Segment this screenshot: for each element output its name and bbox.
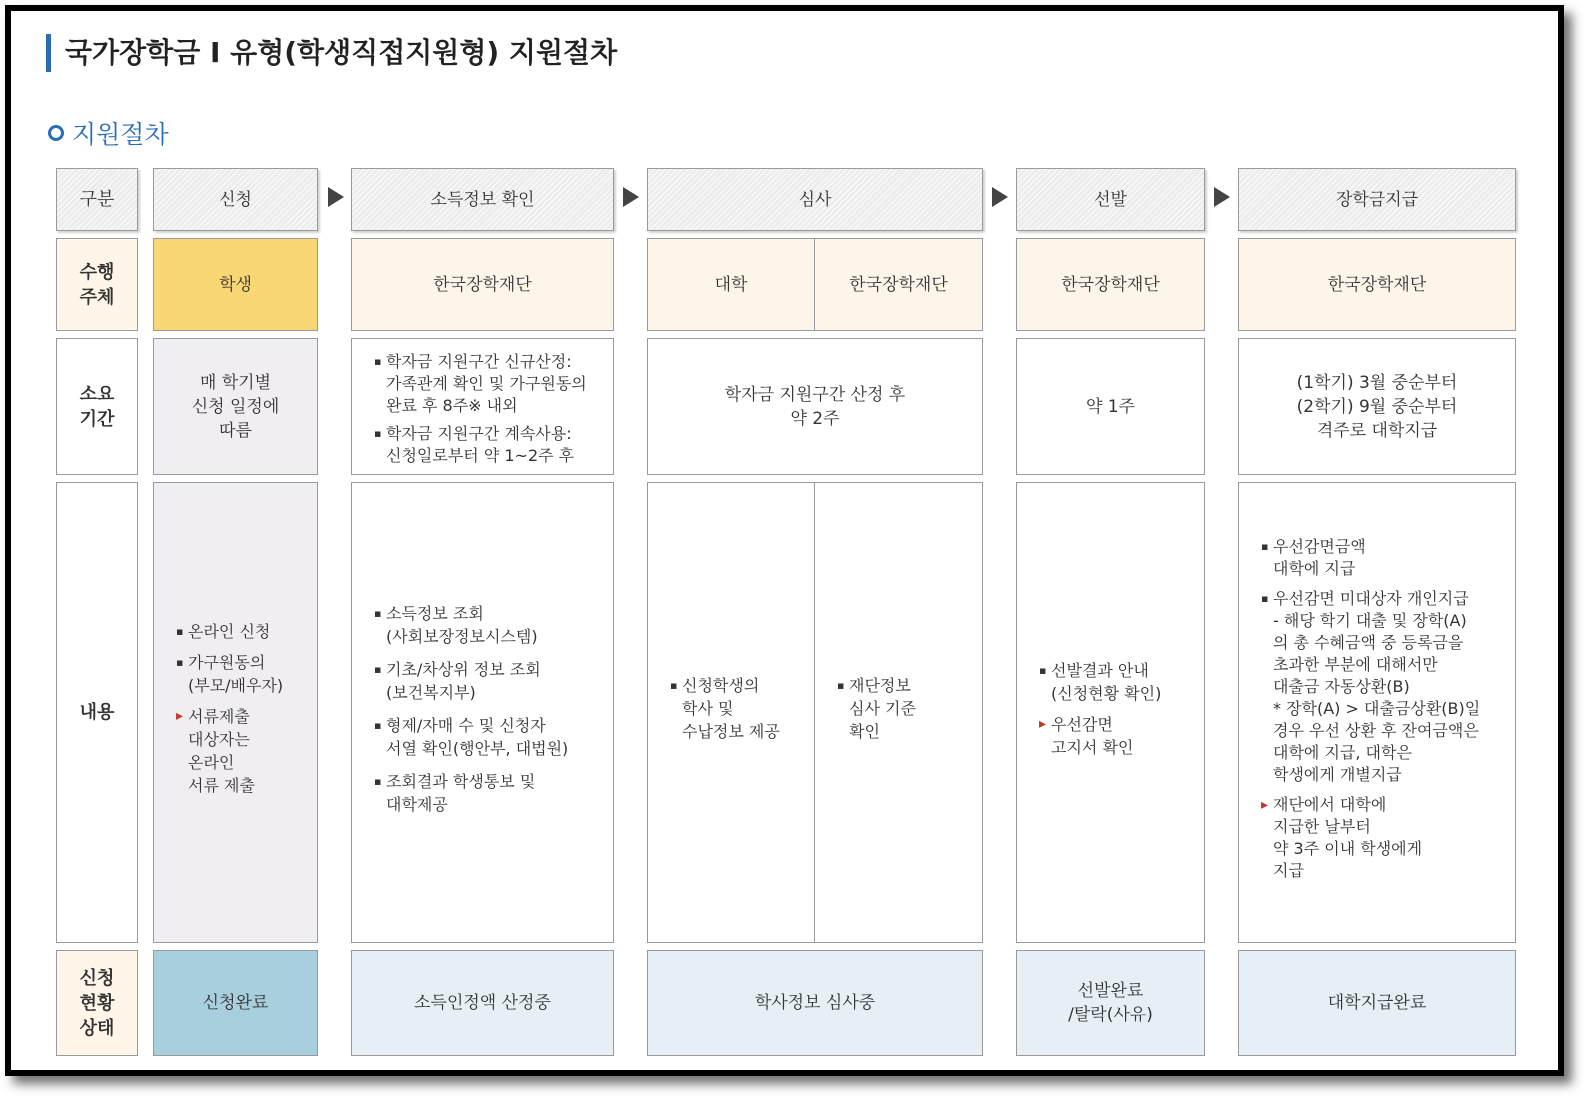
list-item: ▪ 조회결과 학생통보 및 대학제공 xyxy=(374,770,568,816)
circle-bullet-icon xyxy=(48,125,64,141)
content-review-univ-list xyxy=(670,674,780,751)
duration-income-list xyxy=(374,351,587,467)
list-item: ▪ 신청학생의 학사 및 수납정보 제공 xyxy=(670,674,780,743)
status-payment: 대학지급완료 xyxy=(1238,950,1516,1056)
status-apply: 신청완료 xyxy=(153,950,318,1056)
list-item: ▪ 형제/자매 수 및 신청자 서열 확인(행안부, 대법원) xyxy=(374,714,568,760)
content-payment xyxy=(1238,482,1516,943)
row-header-duration: 소요 기간 xyxy=(56,338,138,475)
actor-review-univ: 대학 xyxy=(647,238,815,331)
actor-review-foundation: 한국장학재단 xyxy=(814,238,983,331)
list-item: ▸ 우선감면 고지서 확인 xyxy=(1039,713,1161,759)
row-header-content: 내용 xyxy=(56,482,138,943)
status-review: 학사정보 심사중 xyxy=(647,950,983,1056)
content-review-foundation-list xyxy=(837,674,916,751)
duration-apply: 매 학기별 신청 일정에 따름 xyxy=(153,338,318,475)
header-review: 심사 xyxy=(647,168,983,231)
content-apply-list xyxy=(176,620,283,805)
list-item: ▪ 온라인 신청 xyxy=(176,620,283,643)
row-header-status: 신청 현황 상태 xyxy=(56,950,138,1056)
list-item: ▸ 서류제출 대상자는 온라인 서류 제출 xyxy=(176,705,283,797)
arrow-right-icon xyxy=(992,187,1008,207)
list-item: ▪ 우선감면 미대상자 개인지급 - 해당 학기 대출 및 장학(A) 의 총 수혜금액 중 등록금을 초과한 부분에 대해서만 대출금 자동상환(B) * 장학(A) > 대출금상환(B)일 경우 우선 상환 후 잔여금액은 대학에 지급, 대학은 학생에게 개별지급 xyxy=(1261,588,1480,786)
list-item: ▪ 재단정보 심사 기준 확인 xyxy=(837,674,916,743)
row-header-actor: 수행 주체 xyxy=(56,238,138,331)
list-item: ▪ 우선감면금액 대학에 지급 xyxy=(1261,536,1480,580)
content-review-univ xyxy=(647,482,815,943)
list-item: ▸ 재단에서 대학에 지급한 날부터 약 3주 이내 학생에게 지급 xyxy=(1261,794,1480,882)
duration-payment: (1학기) 3월 중순부터 (2학기) 9월 중순부터 격주로 대학지급 xyxy=(1238,338,1516,475)
duration-income xyxy=(351,338,614,475)
section-title xyxy=(48,118,169,152)
header-income: 소득정보 확인 xyxy=(351,168,614,231)
header-select: 선발 xyxy=(1016,168,1205,231)
status-income: 소득인정액 산정중 xyxy=(351,950,614,1056)
list-item: ▪ 소득정보 조회 (사회보장정보시스템) xyxy=(374,602,568,648)
duration-review: 학자금 지원구간 산정 후 약 2주 xyxy=(647,338,983,475)
actor-income: 한국장학재단 xyxy=(351,238,614,331)
actor-apply: 학생 xyxy=(153,238,318,331)
content-review-foundation xyxy=(814,482,983,943)
section-title-label: 지원절차 xyxy=(72,120,169,149)
arrow-right-icon xyxy=(623,187,639,207)
actor-payment: 한국장학재단 xyxy=(1238,238,1516,331)
list-item: ▪ 학자금 지원구간 계속사용: 신청일로부터 약 1~2주 후 xyxy=(374,423,587,467)
list-item: ▪ 기초/차상위 정보 조회 (보건복지부) xyxy=(374,658,568,704)
arrow-right-icon xyxy=(1214,187,1230,207)
header-payment: 장학금지급 xyxy=(1238,168,1516,231)
content-income-list xyxy=(374,602,568,824)
list-item: ▪ 가구원동의 (부모/배우자) xyxy=(176,651,283,697)
content-income xyxy=(351,482,614,943)
content-payment-list xyxy=(1261,536,1480,890)
list-item: ▪ 선발결과 안내 (신청현황 확인) xyxy=(1039,659,1161,705)
page-title: 국가장학금 I 유형(학생직접지원형) 지원절차 xyxy=(46,34,617,72)
content-select xyxy=(1016,482,1205,943)
header-apply: 신청 xyxy=(153,168,318,231)
list-item: ▪ 학자금 지원구간 신규산정: 가족관계 확인 및 가구원동의 완료 후 8주※ 내외 xyxy=(374,351,587,417)
header-category: 구분 xyxy=(56,168,138,231)
content-apply xyxy=(153,482,318,943)
arrow-right-icon xyxy=(328,187,344,207)
actor-select: 한국장학재단 xyxy=(1016,238,1205,331)
status-select: 선발완료 /탈락(사유) xyxy=(1016,950,1205,1056)
duration-select: 약 1주 xyxy=(1016,338,1205,475)
content-select-list xyxy=(1039,659,1161,767)
